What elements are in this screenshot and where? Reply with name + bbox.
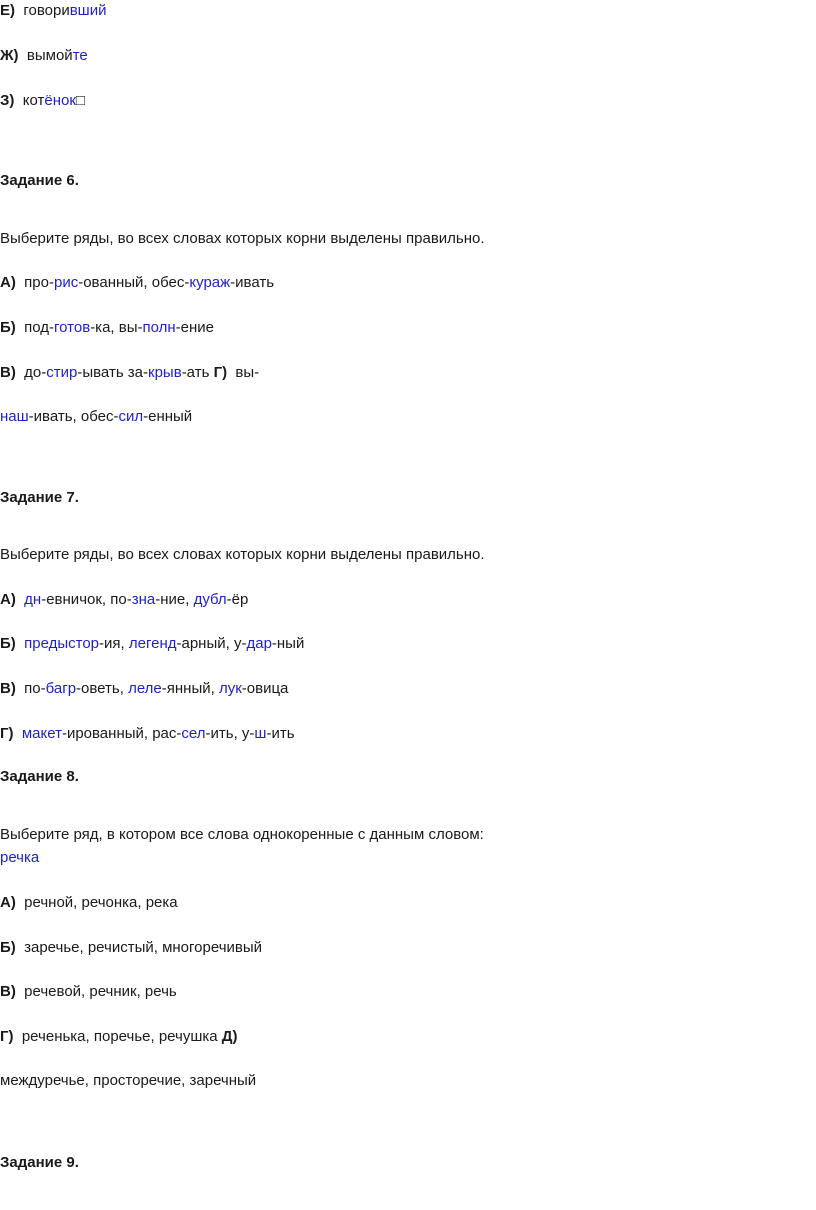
- option-letter: Г): [213, 364, 228, 381]
- task6-option-a: [0, 273, 274, 293]
- text-part: до-: [24, 364, 47, 381]
- option-text: заречье, речистый, многоречивый: [24, 939, 263, 956]
- word-highlight: вший: [69, 2, 107, 19]
- option-letter: А): [0, 274, 16, 291]
- option-letter: В): [0, 983, 16, 1000]
- text-part: -арный, у-: [176, 635, 247, 652]
- option-letter: З): [0, 92, 15, 109]
- option-letter: В): [0, 680, 16, 697]
- text-part: вы-: [235, 364, 260, 381]
- task8-option-g: [0, 1027, 237, 1047]
- task7-option-a: [0, 590, 248, 610]
- text-part: -янный,: [161, 680, 219, 697]
- option-letter: Б): [0, 939, 16, 956]
- root-highlight: ш: [254, 725, 267, 742]
- option-letter: А): [0, 894, 16, 911]
- task7-option-g: [0, 724, 295, 744]
- option-letter: Б): [0, 635, 16, 652]
- task8-question: Выберите ряд, в котором все слова однокоренные с данным словом:: [0, 826, 484, 843]
- box-glyph: □: [75, 92, 85, 109]
- option-z: [0, 91, 85, 111]
- task6-heading: Задание 6.: [0, 172, 79, 189]
- option-zh: [0, 46, 88, 66]
- text-part: под-: [24, 319, 55, 336]
- task6-option-v: [0, 363, 259, 383]
- text-part: по-: [24, 680, 46, 697]
- word-plain: говори: [23, 2, 70, 19]
- text-part: -ывать за-: [77, 364, 149, 381]
- root-highlight: дубл: [193, 591, 227, 608]
- word-plain: вымой: [26, 47, 73, 64]
- root-highlight: легенд: [128, 635, 177, 652]
- option-text: речной, речонка, река: [24, 894, 178, 911]
- option-e: [0, 1, 106, 21]
- option-letter: Е): [0, 2, 15, 19]
- task9-heading: Задание 9.: [0, 1154, 79, 1171]
- text-part: -енный: [143, 408, 193, 425]
- root-highlight: наш: [0, 408, 29, 425]
- root-highlight: готов: [54, 319, 91, 336]
- root-highlight: дн: [24, 591, 42, 608]
- text-part: -ия,: [99, 635, 129, 652]
- word-plain: кот: [22, 92, 45, 109]
- option-letter: А): [0, 591, 16, 608]
- root-highlight: макет: [21, 725, 62, 742]
- word-highlight: ёнок: [44, 92, 76, 109]
- root-highlight: полн: [142, 319, 176, 336]
- task7-heading: Задание 7.: [0, 489, 79, 506]
- root-highlight: лук: [218, 680, 242, 697]
- text-part: -ёр: [226, 591, 249, 608]
- root-highlight: стир: [46, 364, 78, 381]
- task8-option-v: [0, 982, 177, 1002]
- option-letter: Ж): [0, 47, 19, 64]
- task8-option-a: [0, 893, 178, 913]
- text-part: -евничок, по-: [41, 591, 132, 608]
- task7-option-v: [0, 679, 288, 699]
- option-letter: Д): [221, 1028, 238, 1045]
- text-part: -овица: [241, 680, 289, 697]
- root-highlight: сил: [118, 408, 144, 425]
- option-letter: В): [0, 364, 16, 381]
- task7-option-b: [0, 634, 304, 654]
- task8-option-b: [0, 938, 262, 958]
- text-part: -ать: [181, 364, 210, 381]
- task6-option-b: [0, 318, 214, 338]
- text-part: -оветь,: [76, 680, 129, 697]
- option-text: речевой, речник, речь: [24, 983, 177, 1000]
- root-highlight: крыв: [148, 364, 182, 381]
- text-part: -ние,: [155, 591, 194, 608]
- task8-option-d-cont: междуречье, просторечие, заречный: [0, 1072, 257, 1089]
- task8-word: речка: [0, 849, 40, 866]
- word-highlight: те: [72, 47, 88, 64]
- root-highlight: рис: [53, 274, 79, 291]
- task6-question: Выберите ряды, во всех словах которых корни выделены правильно.: [0, 230, 485, 247]
- text-part: -ка, вы-: [90, 319, 143, 336]
- root-highlight: дар: [246, 635, 272, 652]
- text-part: -ованный, обес-: [78, 274, 190, 291]
- root-highlight: зна: [131, 591, 156, 608]
- text-part: -ивать, обес-: [28, 408, 119, 425]
- option-letter: Б): [0, 319, 16, 336]
- text-part: -ивать: [230, 274, 275, 291]
- option-text: реченька, поречье, речушка: [21, 1028, 218, 1045]
- root-highlight: багр: [45, 680, 77, 697]
- text-part: про-: [24, 274, 54, 291]
- option-letter: Г): [0, 725, 14, 742]
- root-highlight: сел: [181, 725, 206, 742]
- task8-heading: Задание 8.: [0, 768, 79, 785]
- text-part: -ный: [271, 635, 305, 652]
- text-part: -ированный, рас-: [61, 725, 182, 742]
- root-highlight: предыстор: [24, 635, 100, 652]
- task6-option-g-cont: [0, 407, 192, 427]
- root-highlight: леле: [128, 680, 162, 697]
- option-letter: Г): [0, 1028, 14, 1045]
- text-part: -ить, у-: [205, 725, 255, 742]
- root-highlight: кураж: [189, 274, 231, 291]
- text-part: -ение: [175, 319, 215, 336]
- text-part: -ить: [266, 725, 295, 742]
- task7-question: Выберите ряды, во всех словах которых корни выделены правильно.: [0, 546, 485, 563]
